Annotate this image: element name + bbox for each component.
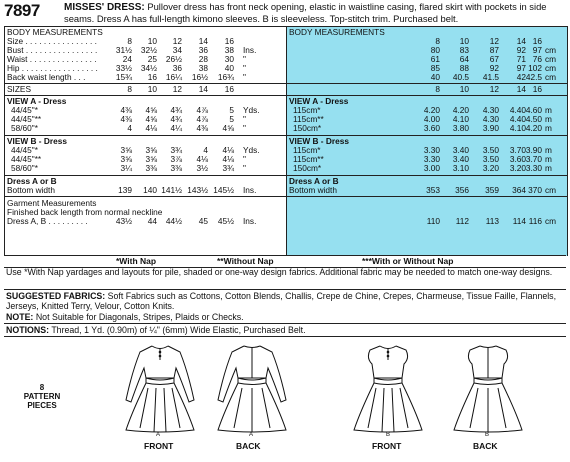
fabric-note	[6, 312, 566, 322]
cell: 5	[229, 105, 234, 115]
cell: 3⅜	[170, 163, 182, 173]
heading: Finished back length from normal neckline	[7, 207, 163, 217]
cell: 116	[528, 216, 542, 226]
cell: 102	[528, 63, 542, 73]
cell: 41.5	[482, 72, 499, 82]
bottom-width-row	[5, 186, 287, 195]
cell: 8	[127, 84, 132, 94]
cell: 3⅜	[145, 163, 157, 173]
notions-label: NOTIONS:	[6, 325, 50, 335]
yardage-row	[287, 124, 567, 133]
pattern-description	[64, 2, 566, 24]
row-label: 44/45"**	[11, 114, 42, 124]
cell: 3⅝	[145, 154, 157, 164]
bottom-width-row	[287, 186, 567, 195]
unit: "	[243, 114, 246, 124]
nap-note: Use *With Nap yardages and layouts for pile, shaded or one-way design fabrics. Additional fabric may be needed to match one-way designs.	[6, 267, 553, 277]
heading: SIZES	[7, 84, 31, 94]
row-label: 150cm*	[293, 123, 322, 133]
unit: cm	[545, 63, 557, 73]
row-label: 115cm**	[293, 114, 324, 124]
pattern-number: 7897	[4, 1, 40, 20]
measurement-row	[287, 73, 567, 82]
cell: 3¼	[120, 163, 132, 173]
cell: 10	[147, 36, 157, 46]
dress-a-back-illustration	[210, 342, 294, 434]
cell: 3.40	[452, 145, 469, 155]
cell: 3.60	[509, 154, 526, 164]
row-label: Back waist length . . .	[7, 72, 86, 82]
cell: 4¾	[170, 105, 182, 115]
heading: VIEW B - Dress	[7, 136, 67, 146]
cell: 3.40	[452, 154, 469, 164]
fabrics-label: SUGGESTED FABRICS:	[6, 291, 106, 301]
row-label: 58/60"*	[11, 123, 38, 133]
cell: 42	[516, 72, 526, 82]
cell: 64	[459, 54, 469, 64]
cell: 34½	[140, 63, 157, 73]
cell: 4⅛	[145, 123, 157, 133]
pieces-label-line2: PIECES	[27, 401, 57, 410]
cell: 4⅞	[196, 114, 208, 124]
row-label: 44/45"**	[11, 154, 42, 164]
cell: 38	[198, 63, 208, 73]
cell: 4⅜	[120, 114, 132, 124]
cell: 3¾	[170, 145, 182, 155]
cell: 40	[224, 63, 234, 73]
cell: 353	[426, 185, 440, 195]
cell: 4¼	[170, 123, 182, 133]
unit: cm	[545, 54, 557, 64]
unit: "	[243, 63, 246, 73]
cell: 4⅝	[145, 114, 157, 124]
cell: 26½	[165, 54, 182, 64]
cell: 8	[435, 36, 440, 46]
cell: 87	[489, 45, 499, 55]
view-letter: B	[386, 432, 391, 438]
cell: 3.10	[452, 163, 469, 173]
cell: 40.5	[452, 72, 469, 82]
unit: Ins.	[243, 185, 257, 195]
rule-line	[287, 196, 567, 197]
dress-b-back-illustration	[446, 342, 530, 434]
unit: Yds.	[243, 105, 260, 115]
cell: 80	[430, 45, 440, 55]
cell: 4.20	[423, 105, 440, 115]
row-label: 150cm*	[293, 163, 322, 173]
cell: 14	[198, 84, 208, 94]
cell: 8	[127, 36, 132, 46]
cell: 3.70	[525, 154, 542, 164]
view-letter: A	[249, 432, 254, 438]
cell: 10	[459, 36, 469, 46]
metric-table	[286, 26, 568, 256]
cell: 139	[118, 185, 132, 195]
cell: 3.00	[423, 163, 440, 173]
fabrics-text: Soft Fabrics such as Cottons, Cotton Blends, Challis, Crepe de Chine, Crepes, Charmeuse, Tissue Faille, Flannels, Jerseys, Knitted Terry, Velour, Cotton Knits.	[6, 291, 557, 312]
cell: 4⅛	[222, 154, 234, 164]
cell: 14	[516, 84, 526, 94]
unit: "	[243, 163, 246, 173]
unit: m	[545, 154, 552, 164]
unit: "	[243, 72, 246, 82]
heading: VIEW A - Dress	[7, 96, 67, 106]
cell: 3½	[196, 163, 208, 173]
unit: m	[545, 163, 552, 173]
cell: 3¾	[222, 163, 234, 173]
cell: 8	[435, 84, 440, 94]
cell: 3.20	[482, 163, 499, 173]
cell: 12	[172, 36, 182, 46]
cell: 4.40	[509, 105, 526, 115]
cell: 97	[516, 63, 526, 73]
cell: 370	[528, 185, 542, 195]
heading: Dress A or B	[7, 176, 57, 186]
cell: 4.60	[525, 105, 542, 115]
view-caption: BACK	[236, 441, 261, 451]
cell: 4¾	[170, 114, 182, 124]
cell: 359	[485, 185, 499, 195]
cell: 3.20	[509, 163, 526, 173]
cell: 38	[224, 45, 234, 55]
cell: 16¾	[217, 72, 234, 82]
unit: Yds.	[243, 145, 260, 155]
cell: 10	[147, 84, 157, 94]
dress-a-front-illustration	[118, 342, 202, 434]
suggested-fabrics	[6, 291, 566, 312]
cell: 12	[489, 36, 499, 46]
rule-line	[5, 83, 287, 84]
cell: 61	[430, 54, 440, 64]
yardage-row	[5, 124, 287, 133]
cell: 4⅝	[222, 123, 234, 133]
unit: "	[243, 123, 246, 133]
cell: 34	[172, 45, 182, 55]
cell: 4.30	[482, 114, 499, 124]
cell: 16	[147, 72, 157, 82]
cell: 110	[426, 216, 440, 226]
view-letter: A	[156, 432, 161, 438]
unit: m	[545, 105, 552, 115]
pieces-label-line1: PATTERN	[23, 392, 61, 401]
row-label: 58/60"*	[11, 163, 38, 173]
unit: cm	[545, 72, 557, 82]
heading: Dress A or B	[289, 176, 339, 186]
cell: 4.10	[509, 123, 526, 133]
row-label: Waist . . . . . . . . . . . . . . .	[7, 54, 97, 64]
cell: 97	[532, 45, 542, 55]
measurement-row	[5, 73, 287, 82]
cell: 4.40	[509, 114, 526, 124]
cell: 4⅜	[120, 105, 132, 115]
heading: VIEW A - Dress	[289, 96, 349, 106]
pattern-pieces-label	[18, 383, 66, 410]
cell: 44½	[165, 216, 182, 226]
unit: "	[243, 154, 246, 164]
cell: 143½	[187, 185, 208, 195]
unit: cm	[545, 185, 557, 195]
cell: 5	[229, 114, 234, 124]
pieces-count: 8	[39, 383, 45, 392]
cell: 16¼	[165, 72, 182, 82]
dress-b-front-illustration	[346, 342, 430, 434]
yardage-row	[5, 164, 287, 173]
garment-row	[5, 217, 287, 226]
cell: 92	[489, 63, 499, 73]
cell: 113	[485, 216, 499, 226]
cell: 4⅝	[145, 105, 157, 115]
cell: 4.20	[452, 105, 469, 115]
cell: 67	[489, 54, 499, 64]
cell: 16½	[191, 72, 208, 82]
with-or-without-nap-label: ***With or Without Nap	[362, 256, 454, 266]
cell: 32½	[140, 45, 157, 55]
cell: 40	[430, 72, 440, 82]
cell: 4	[203, 145, 208, 155]
notions-text: Thread, 1 Yd. (0.90m) of ¼" (6mm) Wide Elastic, Purchased Belt.	[51, 325, 306, 335]
row-label: Dress A, B . . . . . . . . .	[7, 216, 88, 226]
row-label: 115cm*	[293, 105, 321, 115]
cell: 3.80	[452, 123, 469, 133]
cell: 3.50	[482, 154, 499, 164]
cell: 12	[172, 84, 182, 94]
cell: 88	[459, 63, 469, 73]
cell: 4.20	[525, 123, 542, 133]
imperial-table	[4, 26, 287, 256]
cell: 36	[198, 45, 208, 55]
row-label: Bottom width	[289, 185, 337, 195]
with-nap-label: *With Nap	[116, 256, 157, 266]
heading: Garment Measurements	[7, 198, 97, 208]
cell: 364	[512, 185, 526, 195]
cell: 4⅜	[196, 123, 208, 133]
cell: 31½	[115, 45, 132, 55]
view-caption: BACK	[473, 441, 498, 451]
unit: cm	[545, 216, 557, 226]
unit: Ins.	[243, 45, 257, 55]
without-nap-label: **Without Nap	[217, 256, 274, 266]
cell: 16	[532, 84, 542, 94]
cell: 36	[172, 63, 182, 73]
cell: 145½	[213, 185, 234, 195]
sizes-row	[5, 85, 287, 94]
row-label: 44/45"*	[11, 105, 38, 115]
cell: 15¾	[115, 72, 132, 82]
cell: 30	[224, 54, 234, 64]
row-label: 115cm**	[293, 154, 324, 164]
row-label: 44/45"*	[11, 145, 38, 155]
cell: 45½	[217, 216, 234, 226]
cell: 10	[459, 84, 469, 94]
cell: 4⅛	[222, 145, 234, 155]
row-label: Hip . . . . . . . . . . . . . . . . .	[7, 63, 98, 73]
cell: 3.70	[509, 145, 526, 155]
cell: 16	[532, 36, 542, 46]
rule-line	[5, 196, 287, 197]
cell: 42.5	[525, 72, 542, 82]
cell: 3⅞	[170, 154, 182, 164]
view-caption: FRONT	[372, 441, 402, 451]
cell: 4.50	[525, 114, 542, 124]
unit: Ins.	[243, 216, 257, 226]
cell: 28	[198, 54, 208, 64]
cell: 14	[198, 36, 208, 46]
cell: 4.10	[452, 114, 469, 124]
cell: 356	[455, 185, 469, 195]
cell: 4⅛	[196, 154, 208, 164]
cell: 3⅝	[145, 145, 157, 155]
cell: 141½	[161, 185, 182, 195]
cell: 12	[489, 84, 499, 94]
cell: 25	[147, 54, 157, 64]
garment-row	[287, 217, 567, 226]
note-label: NOTE:	[6, 312, 34, 322]
note-text: Not Suitable for Diagonals, Stripes, Plaids or Checks.	[35, 312, 244, 322]
unit: m	[545, 114, 552, 124]
cell: 114	[512, 216, 526, 226]
cell: 16	[224, 36, 234, 46]
cell: 112	[455, 216, 469, 226]
notions	[6, 325, 566, 335]
heading: VIEW B - Dress	[289, 136, 349, 146]
view-caption: FRONT	[144, 441, 174, 451]
description-text: Pullover dress has front neck opening, elastic in waistline casing, flared skirt with pockets in side seams. Dress A has full-length kimono sleeves. B is sleeveless. Top-stitch trim. Purchased belt.	[64, 1, 547, 24]
yardage-row	[287, 164, 567, 173]
cell: 4⅞	[196, 105, 208, 115]
cell: 71	[516, 54, 526, 64]
cell: 3.50	[482, 145, 499, 155]
unit: "	[243, 54, 246, 64]
cell: 76	[532, 54, 542, 64]
unit: m	[545, 145, 552, 155]
cell: 3.30	[423, 145, 440, 155]
cell: 3⅝	[120, 154, 132, 164]
cell: 45	[198, 216, 208, 226]
cell: 3.90	[482, 123, 499, 133]
unit: cm	[545, 45, 557, 55]
cell: 14	[516, 36, 526, 46]
cell: 140	[143, 185, 157, 195]
cell: 43½	[115, 216, 132, 226]
cell: 4	[127, 123, 132, 133]
cell: 83	[459, 45, 469, 55]
divider	[4, 289, 566, 290]
cell: 24	[122, 54, 132, 64]
cell: 4.00	[423, 114, 440, 124]
row-label: Bust . . . . . . . . . . . . . . . .	[7, 45, 98, 55]
unit: m	[545, 123, 552, 133]
row-label: 115cm*	[293, 145, 321, 155]
divider	[4, 323, 566, 324]
heading: BODY MEASUREMENTS	[289, 27, 385, 37]
sizes-row	[287, 85, 567, 94]
view-letter: B	[485, 432, 490, 438]
cell: 4.30	[482, 105, 499, 115]
cell: 3⅝	[120, 145, 132, 155]
cell: 3.30	[423, 154, 440, 164]
cell: 16	[224, 84, 234, 94]
cell: 3.90	[525, 145, 542, 155]
cell: 3.30	[525, 163, 542, 173]
cell: 33½	[115, 63, 132, 73]
heading: BODY MEASUREMENTS	[7, 27, 103, 37]
cell: 92	[516, 45, 526, 55]
divider	[4, 336, 566, 337]
cell: 85	[430, 63, 440, 73]
cell: 44	[147, 216, 157, 226]
row-label: Bottom width	[7, 185, 55, 195]
cell: 3.60	[423, 123, 440, 133]
row-label: Size . . . . . . . . . . . . . . . .	[7, 36, 97, 46]
pattern-title: MISSES' DRESS:	[64, 2, 145, 13]
